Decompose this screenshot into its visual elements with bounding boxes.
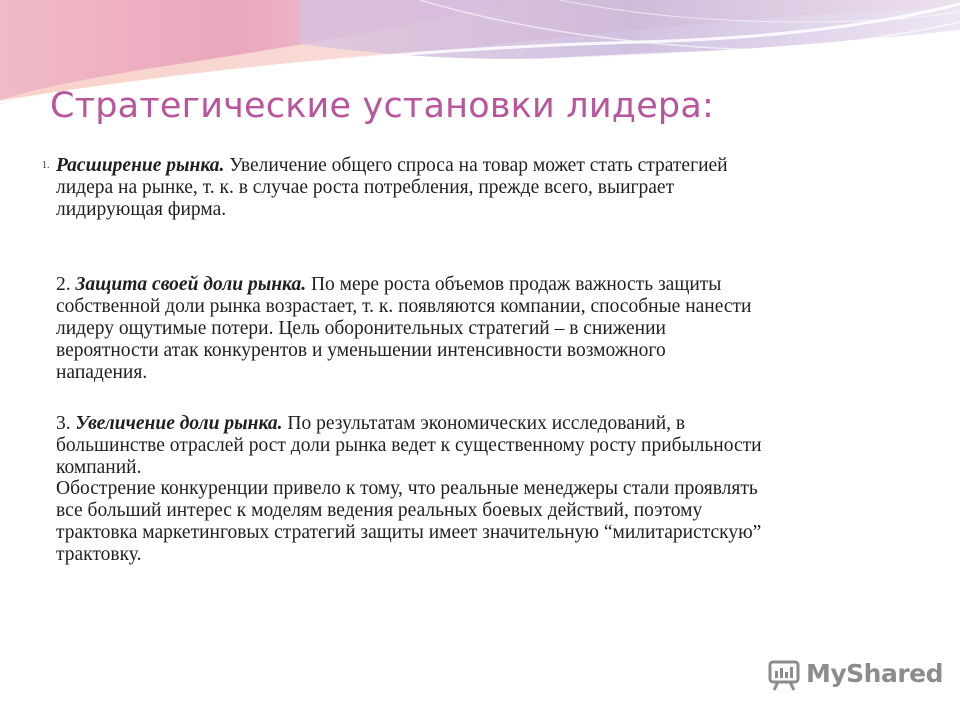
slide-title: Стратегические установки лидера: [50, 86, 714, 126]
list-item-line [56, 413, 936, 435]
list-item-lead: Расширение рынка. [56, 155, 225, 176]
list-item-line: Обострение конкуренции привело к тому, что реальные менеджеры стали проявлять [56, 478, 758, 499]
presentation-board-icon [768, 658, 802, 692]
list-item-line: все больший интерес к моделям ведения реальных боевых действий, поэтому [56, 500, 703, 521]
list-item-text: По результатам экономических исследований, в [282, 413, 686, 434]
list-item-number: 2. [56, 274, 76, 295]
list-item-line: лидера на рынке, т. к. в случае роста потребления, прежде всего, выиграет [56, 177, 675, 198]
list-item-share-increase [56, 413, 936, 479]
list-item-line: лидирующая фирма. [56, 199, 227, 220]
watermark-text: MyShared [806, 659, 944, 688]
list-item-text: Увеличение общего спроса на товар может стать стратегией [224, 155, 728, 176]
list-item-line: вероятности атак конкурентов и уменьшении интенсивности возможного [56, 340, 666, 361]
list-item-line: трактовка маркетинговых стратегий защиты имеет значительную “милитаристскую” [56, 522, 762, 543]
list-item-line [56, 274, 936, 296]
list-item-line: нападения. [56, 362, 148, 383]
list-item-line: большинстве отраслей рост доли рынка ведет к существенному росту прибыльности [56, 435, 762, 456]
list-item-line: собственной доли рынка возрастает, т. к. появляются компании, способные нанести [56, 296, 752, 317]
list-item-continuation [56, 478, 936, 566]
list-item-line [56, 155, 936, 177]
list-item-lead: Увеличение доли рынка. [75, 413, 283, 434]
list-item-share-protection [56, 274, 936, 384]
list-item-text: По мере роста объемов продаж важность защиты [306, 274, 722, 295]
list-item-number: 1. [42, 160, 50, 171]
myshared-watermark [768, 658, 944, 692]
list-item-line: трактовку. [56, 544, 142, 565]
list-item-number: 3. [56, 413, 76, 434]
list-item-line: компаний. [56, 457, 142, 478]
list-item-lead: Защита своей доли рынка. [75, 274, 307, 295]
list-item-line: лидеру ощутимые потери. Цель оборонительных стратегий – в снижении [56, 318, 666, 339]
list-item-market-expansion [42, 155, 936, 221]
